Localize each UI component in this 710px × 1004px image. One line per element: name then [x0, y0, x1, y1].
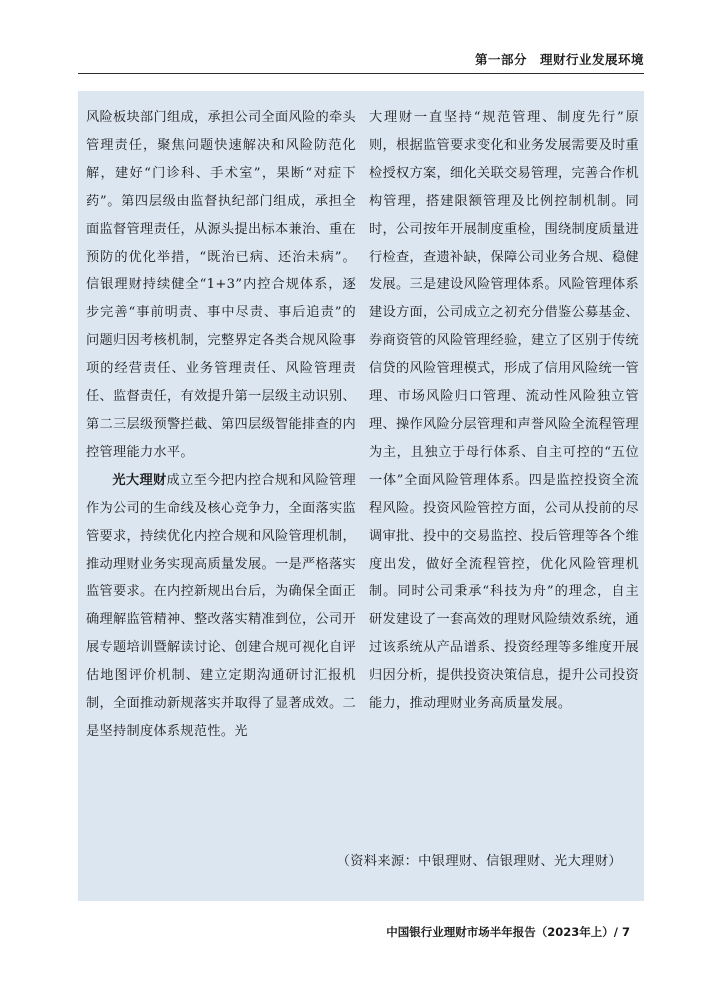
company-name-lead: 光大理财 [112, 472, 167, 488]
page-footer: 中国银行业理财市场半年报告（2023年上）/ 7 [386, 925, 630, 939]
source-note: （资料来源：中银理财、信银理财、光大理财） [336, 854, 622, 869]
right-column [369, 104, 639, 718]
left-column [86, 104, 356, 746]
header-divider [78, 73, 644, 74]
left-paragraph-2 [86, 467, 356, 746]
right-paragraph-1: 大理财一直坚持“规范管理、制度先行”原则，根据监管要求变化和业务发展需要及时重检授权方案，细化关联交易管理，完善合作机构管理，搭建限额管理及比例控制机制。同时，公司按年开展制度重检，围绕制度质量进行检查，查遗补缺，保障公司业务合规、稳健发展。三是建设风险管理体系。风险管理体系建设方面，公司成立之初充分借鉴公募基金、券商资管的风险管理经验，建立了区别于传统信贷的风险管理模式，形成了信用风险统一管理、市场风险归口管理、流动性风险独立管理、操作风险分层管理和声誉风险全流程管理为主，且独立于母行体系、自主可控的“五位一体”全面风险管理体系。四是监控投资全流程风险。投资风险管控方面，公司从投前的尽调审批、投中的交易监控、投后管理等各个维度出发，做好全流程管控，优化风险管理机制。同时公司秉承“科技为舟”的理念，自主研发建设了一套高效的理财风险绩效系统，通过该系统从产品谱系、投资经理等多维度开展归因分析，提供投资决策信息，提升公司投资能力，推动理财业务高质量发展。 [369, 110, 639, 712]
section-header: 第一部分 理财行业发展环境 [474, 52, 644, 67]
left-paragraph-2-text: 成立至今把内控合规和风险管理作为公司的生命线及核心竞争力，全面落实监管要求，持续优化内控合规和风险管理机制，推动理财业务实现高质量发展。一是严格落实监管要求。在内控新规出台后，为确保全面正确理解监管精神、整改落实精准到位，公司开展专题培训暨解读讨论、创建合规可视化自评估地图评价机制、建立定期沟通研讨汇报机制，全面推动新规落实并取得了显著成效。二是坚持制度体系规范性。光 [86, 472, 357, 739]
left-paragraph-1: 风险板块部门组成，承担公司全面风险的牵头管理责任，聚焦问题快速解决和风险防范化解，建好“门诊科、手术室”，果断“对症下药”。第四层级由监督执纪部门组成，承担全面监督管理责任，从源头提出标本兼治、重在预防的优化举措，“既治已病、还治未病”。信银理财持续健全“1+3”内控合规体系，逐步完善“事前明责、事中尽责、事后追责”的问题归因考核机制，完整界定各类合规风险事项的经营责任、业务管理责任、风险管理责任、监督责任，有效提升第一层级主动识别、第二三层级预警拦截、第四层级智能排查的内控管理能力水平。 [86, 110, 356, 460]
